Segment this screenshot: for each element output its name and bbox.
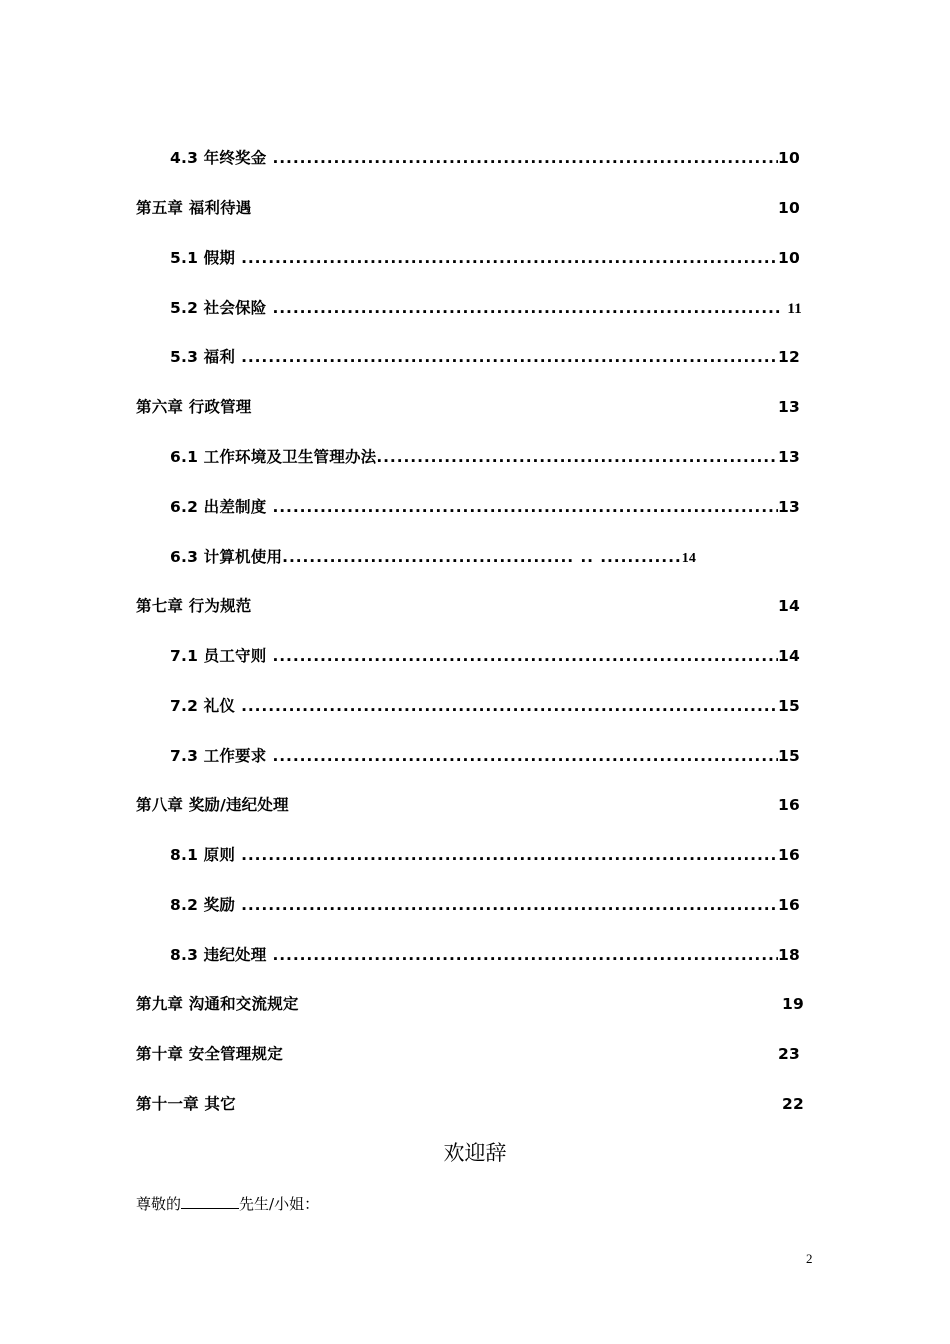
toc-entry-page: 14 bbox=[778, 647, 800, 665]
toc-leader-dots: ........................................... .. ............ bbox=[282, 548, 682, 566]
toc-chapter-title: 第五章 福利待遇 bbox=[136, 199, 252, 217]
toc-entry-title: 4.3 年终奖金 bbox=[170, 149, 267, 167]
toc-leader-dots bbox=[272, 946, 778, 964]
toc-entry-title: 8.2 奖励 bbox=[170, 896, 236, 914]
toc-leader-dots bbox=[272, 299, 781, 317]
toc-entry[interactable] bbox=[170, 893, 800, 917]
toc-entry[interactable] bbox=[170, 744, 800, 768]
toc-entry[interactable] bbox=[170, 146, 800, 170]
toc-entry-page: 18 bbox=[778, 946, 800, 964]
toc-chapter-page: 22 bbox=[782, 1095, 804, 1113]
toc-leader-dots bbox=[241, 697, 778, 715]
toc-chapter-title: 第七章 行为规范 bbox=[136, 597, 252, 615]
toc-entry-title: 8.3 违纪处理 bbox=[170, 946, 267, 964]
toc-leader-dots bbox=[241, 896, 778, 914]
salutation-line bbox=[136, 1193, 319, 1214]
toc-entry-title: 5.3 福利 bbox=[170, 348, 236, 366]
toc-entry[interactable] bbox=[170, 296, 800, 320]
toc-entry-page: 14 bbox=[681, 551, 697, 566]
toc-entry-page: 13 bbox=[778, 448, 800, 466]
toc-entry[interactable] bbox=[170, 545, 800, 569]
toc-entry-title: 5.1 假期 bbox=[170, 249, 236, 267]
name-blank-field[interactable] bbox=[181, 1194, 239, 1209]
toc-chapter-page: 13 bbox=[778, 398, 800, 416]
toc-chapter-title: 第十章 安全管理规定 bbox=[136, 1045, 283, 1063]
toc-chapter[interactable] bbox=[136, 196, 800, 220]
toc-entry[interactable] bbox=[170, 246, 800, 270]
toc-entry[interactable] bbox=[170, 495, 800, 519]
toc-entry-page: 16 bbox=[778, 846, 800, 864]
toc-entry-page: 15 bbox=[778, 697, 800, 715]
toc-chapter-page: 16 bbox=[778, 796, 800, 814]
toc-entry[interactable] bbox=[170, 694, 800, 718]
toc-entry-title: 7.1 员工守则 bbox=[170, 647, 267, 665]
toc-chapter-title: 第六章 行政管理 bbox=[136, 398, 252, 416]
toc-entry-title: 7.3 工作要求 bbox=[170, 747, 267, 765]
toc-entry-page: 15 bbox=[778, 747, 800, 765]
toc-chapter[interactable] bbox=[136, 1092, 804, 1116]
toc-entry-page: 12 bbox=[778, 348, 800, 366]
toc-entry-title: 6.3 计算机使用 bbox=[170, 548, 283, 566]
toc-leader-dots bbox=[272, 747, 778, 765]
toc-leader-dots bbox=[272, 498, 778, 516]
toc-entry-title: 6.2 出差制度 bbox=[170, 498, 267, 516]
welcome-heading: 欢迎辞 bbox=[443, 1141, 507, 1165]
salutation-prefix: 尊敬的 bbox=[136, 1195, 182, 1213]
toc-entry-page: 10 bbox=[778, 249, 800, 267]
toc-chapter[interactable] bbox=[136, 395, 800, 419]
toc-entry-page: 11 bbox=[787, 301, 802, 317]
toc-entry[interactable] bbox=[170, 943, 800, 967]
toc-entry-page: 13 bbox=[778, 498, 800, 516]
toc-entry-title: 7.2 礼仪 bbox=[170, 697, 236, 715]
toc-leader-dots bbox=[272, 149, 778, 167]
toc-leader-dots bbox=[376, 448, 778, 466]
toc-chapter[interactable] bbox=[136, 594, 800, 618]
toc-chapter[interactable] bbox=[136, 1042, 800, 1066]
toc-entry-page: 10 bbox=[778, 149, 800, 167]
toc-chapter-page: 19 bbox=[782, 995, 804, 1013]
toc-chapter[interactable] bbox=[136, 793, 800, 817]
salutation-suffix: 先生/小姐： bbox=[239, 1195, 320, 1213]
toc-leader-dots bbox=[241, 846, 778, 864]
toc-chapter-page: 14 bbox=[778, 597, 800, 615]
toc-entry-title: 8.1 原则 bbox=[170, 846, 236, 864]
toc-entry[interactable] bbox=[170, 445, 800, 469]
page-number: 2 bbox=[806, 1251, 813, 1266]
toc-leader-dots bbox=[272, 647, 778, 665]
toc-chapter-title: 第八章 奖励/违纪处理 bbox=[136, 796, 289, 814]
toc-chapter-page: 23 bbox=[778, 1045, 800, 1063]
toc-entry-title: 5.2 社会保险 bbox=[170, 299, 267, 317]
toc-leader-dots bbox=[241, 249, 778, 267]
toc-entry-page: 16 bbox=[778, 896, 800, 914]
toc-chapter-title: 第九章 沟通和交流规定 bbox=[136, 995, 299, 1013]
toc-entry[interactable] bbox=[170, 644, 800, 668]
toc-entry[interactable] bbox=[170, 345, 800, 369]
toc-chapter-title: 第十一章 其它 bbox=[136, 1095, 236, 1113]
toc-entry[interactable] bbox=[170, 843, 800, 867]
toc-entry-title: 6.1 工作环境及卫生管理办法 bbox=[170, 448, 377, 466]
toc-chapter[interactable] bbox=[136, 992, 804, 1016]
toc-chapter-page: 10 bbox=[778, 199, 800, 217]
toc-leader-dots bbox=[241, 348, 778, 366]
